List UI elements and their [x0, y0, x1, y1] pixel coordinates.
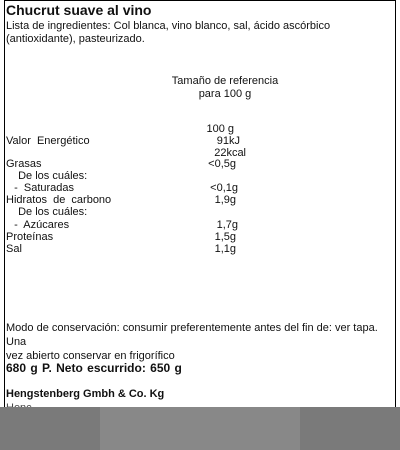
- nutrition-label: De los cuáles:: [12, 170, 88, 182]
- nutrition-label: - Saturadas: [8, 182, 75, 194]
- nutrition-value: 100 g: [206, 123, 234, 135]
- nutrition-row: [12, 206, 392, 219]
- reference-line-2: para 100 g: [198, 88, 252, 100]
- conservation-line-2: vez abierto conservar en frigorífico: [6, 350, 175, 362]
- nutrition-value: 22kcal: [214, 147, 246, 159]
- nutrition-label: De los cuáles:: [12, 206, 88, 218]
- nutrition-label: Valor Energético: [6, 135, 90, 147]
- nutrition-value: 1,9g: [214, 194, 236, 206]
- image-bottom-band: [0, 407, 400, 450]
- nutrition-label: Proteínas: [6, 231, 54, 243]
- nutrition-label: Grasas: [6, 158, 42, 170]
- nutrition-value: 1,1g: [214, 243, 236, 255]
- net-weights: 680 g P. Neto escurrido: 650 g: [6, 361, 182, 375]
- conservation-instructions: [6, 321, 390, 363]
- ingredients-list: [6, 20, 386, 46]
- nutrition-row: [6, 243, 386, 256]
- nutrition-label: Sal: [6, 243, 22, 255]
- reference-size: [140, 75, 310, 101]
- nutrition-label: Hidratos de carbono: [6, 194, 112, 206]
- nutrition-value: 1,7g: [216, 219, 238, 231]
- manufacturer-name: Hengstenberg Gmbh & Co. Kg: [6, 388, 165, 400]
- reference-line-1: Tamaño de referencia: [171, 75, 279, 87]
- band-shade: [100, 407, 300, 450]
- nutrition-label: - Azúcares: [8, 219, 70, 231]
- nutrition-value: 91kJ: [216, 135, 240, 147]
- ingredients-line-2: (antioxidante), pasteurizado.: [6, 33, 145, 45]
- conservation-line-1: Modo de conservación: consumir preferentemente antes del fin de: ver tapa. Una: [6, 322, 378, 348]
- nutrition-value: <0,1g: [210, 182, 238, 194]
- ingredients-line-1: Lista de ingredientes: Col blanca, vino blanco, sal, ácido ascórbico: [6, 20, 331, 32]
- product-title: Chucrut suave al vino: [6, 2, 152, 18]
- nutrition-value: <0,5g: [208, 158, 236, 170]
- nutrition-value: 1,5g: [214, 231, 236, 243]
